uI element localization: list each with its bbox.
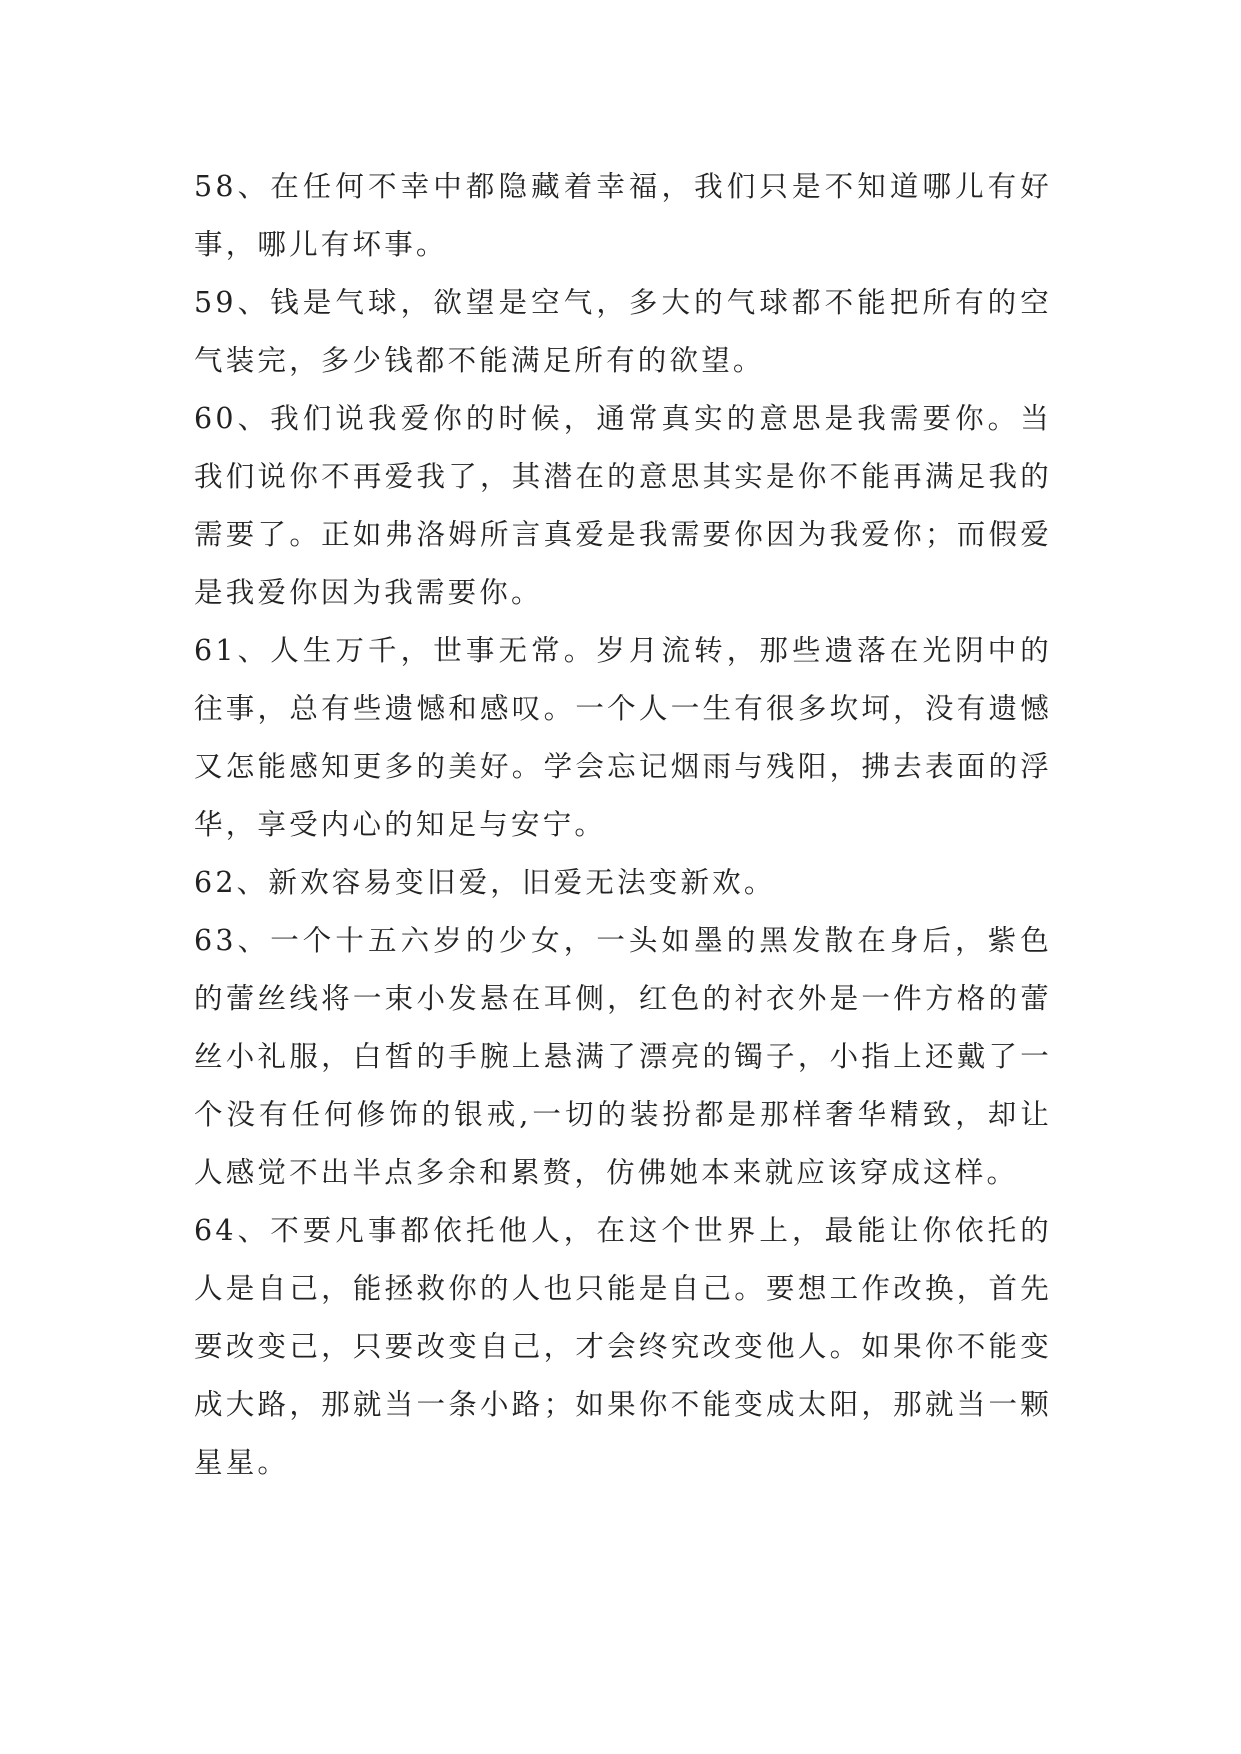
paragraph-60: 60、我们说我爱你的时候，通常真实的意思是我需要你。当我们说你不再爱我了，其潜在的意思其实是你不能再满足我的需要了。正如弗洛姆所言真爱是我需要你因为我爱你；而假爱是我爱你因为我需要你。	[194, 402, 1052, 609]
paragraph-64: 64、不要凡事都依托他人，在这个世界上，最能让你依托的人是自己，能拯救你的人也只能是自己。要想工作改换，首先要改变己，只要改变自己，才会终究改变他人。如果你不能变成大路，那就当一条小路；如果你不能变成太阳，那就当一颗星星。	[194, 1214, 1052, 1479]
paragraph-62: 62、新欢容易变旧爱，旧爱无法变新欢。	[194, 866, 776, 899]
paragraph-59: 59、钱是气球，欲望是空气，多大的气球都不能把所有的空气装完，多少钱都不能满足所有的欲望。	[194, 286, 1052, 377]
paragraph-61: 61、人生万千，世事无常。岁月流转，那些遗落在光阴中的往事，总有些遗憾和感叹。一个人一生有很多坎坷，没有遗憾又怎能感知更多的美好。学会忘记烟雨与残阳，拂去表面的浮华，享受内心的知足与安宁。	[194, 634, 1052, 841]
paragraph-58: 58、在任何不幸中都隐藏着幸福，我们只是不知道哪儿有好事，哪儿有坏事。	[194, 170, 1052, 261]
document-body	[194, 158, 1052, 1492]
paragraph-63: 63、一个十五六岁的少女，一头如墨的黑发散在身后，紫色的蕾丝线将一束小发悬在耳侧，红色的衬衣外是一件方格的蕾丝小礼服，白皙的手腕上悬满了漂亮的镯子，小指上还戴了一个没有任何修饰的银戒,一切的装扮都是那样奢华精致，却让人感觉不出半点多余和累赘，仿佛她本来就应该穿成这样。	[194, 924, 1052, 1189]
